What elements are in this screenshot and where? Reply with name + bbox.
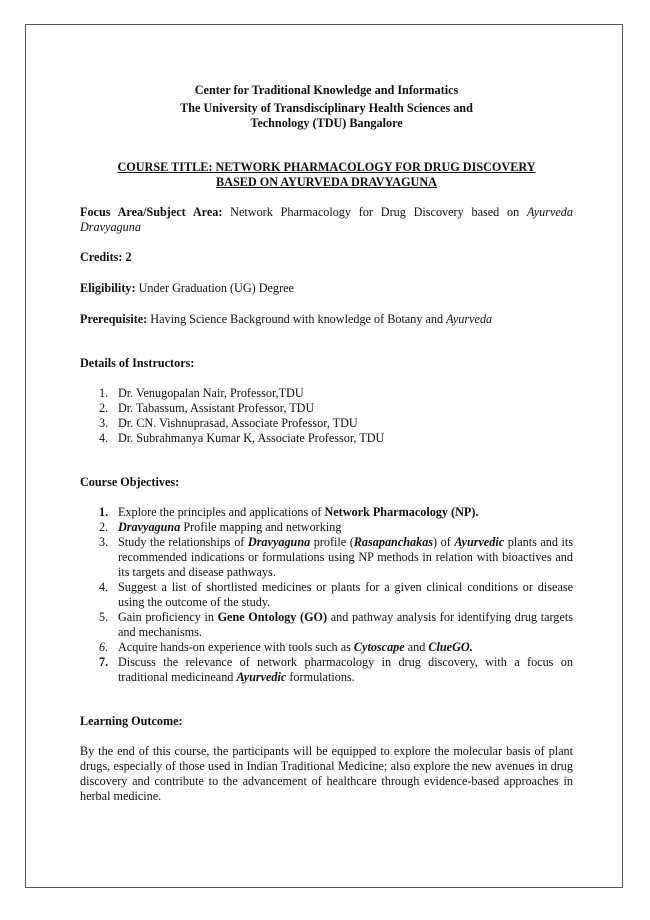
objective-item	[80, 640, 573, 655]
objective-text: Suggest a list of shortlisted medicines or plants for a given clinical conditions or disease using the outcome of the study.	[118, 580, 573, 609]
list-number: 3.	[99, 416, 109, 430]
objective-text: Profile mapping and networking	[180, 520, 342, 534]
objective-text: Gain proficiency in	[118, 610, 218, 624]
instructor-name: Dr. Venugopalan Nair, Professor,TDU	[118, 386, 304, 400]
objective-text: Acquire hands-on experience with tools such as	[118, 640, 354, 654]
prerequisite-text: Having Science Background with knowledge of Botany and	[150, 312, 444, 326]
prerequisite-italic: Ayurveda	[446, 312, 493, 326]
objective-item	[80, 580, 573, 610]
objective-item	[80, 655, 573, 685]
instructor-item	[80, 431, 573, 446]
objective-text: and	[404, 640, 429, 654]
list-number: 2.	[99, 520, 109, 534]
focus-text: Network Pharmacology for Drug Discovery based on	[230, 205, 520, 219]
list-number: 2.	[99, 401, 109, 415]
objective-emphasis: Gene Ontology (GO)	[217, 610, 328, 624]
header-line-2: The University of Transdisciplinary Health Sciences and	[180, 101, 473, 115]
objective-text: plants and its recommended indications or formulations using NP methods in relation with bioactives and its targets and disease pathways.	[118, 535, 573, 579]
list-number: 6.	[99, 640, 109, 654]
focus-italic: Ayurveda Dravyaguna	[80, 205, 573, 234]
credits	[80, 250, 573, 265]
objective-emphasis: Network Pharmacology (NP).	[324, 505, 479, 519]
instructor-name: Dr. Subrahmanya Kumar K, Associate Professor, TDU	[118, 431, 385, 445]
focus-area	[80, 205, 573, 235]
objective-text: Explore the principles and applications of	[118, 505, 325, 519]
instructor-name: Dr. Tabassum, Assistant Professor, TDU	[118, 401, 315, 415]
eligibility-label: Eligibility:	[80, 281, 136, 295]
list-number: 1.	[99, 505, 109, 519]
objective-text: ) of	[433, 535, 455, 549]
eligibility-value: Under Graduation (UG) Degree	[138, 281, 294, 295]
instructor-item	[80, 401, 573, 416]
document-body	[80, 83, 573, 804]
learning-outcome-heading: Learning Outcome:	[80, 714, 183, 728]
credits-value: 2	[125, 250, 132, 264]
learning-outcome-text: By the end of this course, the participants will be equipped to explore the molecular basis of plant drugs, especially of those used in Indian Traditional Medicine; also explore the new avenues in drug discovery and contribute to the advancement of healthcare through evidence-based approaches in herbal medicine.	[80, 744, 573, 803]
objective-text: Study the relationships of	[118, 535, 248, 549]
instructors-heading: Details of Instructors:	[80, 356, 195, 370]
objective-text: profile (	[310, 535, 354, 549]
credits-label: Credits:	[80, 250, 123, 264]
list-number: 4.	[99, 431, 109, 445]
instructor-item	[80, 386, 573, 401]
eligibility	[80, 281, 573, 296]
objective-text: Discuss the relevance of network pharmacology in drug discovery, with a focus on traditional medicineand	[118, 655, 573, 684]
prerequisite	[80, 312, 573, 327]
header-line-1: Center for Traditional Knowledge and Informatics	[194, 83, 459, 97]
objective-emphasis: Dravyaguna	[118, 520, 181, 534]
instructor-item	[80, 416, 573, 431]
course-title-line-1: COURSE TITLE: NETWORK PHARMACOLOGY FOR DRUG DISCOVERY	[117, 160, 536, 174]
objective-item	[80, 610, 573, 640]
objective-emphasis: ClueGO.	[428, 640, 473, 654]
list-number: 4.	[99, 580, 109, 594]
instructor-list	[80, 386, 573, 446]
objective-text: formulations.	[286, 670, 355, 684]
header-line-3: Technology (TDU) Bangalore	[250, 116, 403, 130]
list-number: 3.	[99, 535, 109, 549]
course-title-line-2: BASED ON AYURVEDA DRAVYAGUNA	[216, 174, 437, 189]
course-title	[80, 160, 573, 189]
list-number: 1.	[99, 386, 109, 400]
objective-emphasis: Ayurvedic	[454, 535, 505, 549]
objective-emphasis: Dravyaguna	[247, 535, 311, 549]
list-number: 5.	[99, 610, 109, 624]
objective-list	[80, 505, 573, 685]
objective-emphasis: Rasapanchakas	[353, 535, 434, 549]
objective-emphasis: Cytoscape	[353, 640, 405, 654]
objective-item	[80, 535, 573, 580]
prerequisite-label: Prerequisite:	[80, 312, 148, 326]
focus-label: Focus Area/Subject Area:	[80, 205, 223, 219]
objective-text: and pathway analysis for identifying drug targets and mechanisms.	[118, 610, 573, 639]
objectives-heading: Course Objectives:	[80, 475, 180, 489]
institution-header	[80, 83, 573, 131]
objective-emphasis: Ayurvedic	[236, 670, 287, 684]
instructor-name: Dr. CN. Vishnuprasad, Associate Professor, TDU	[118, 416, 358, 430]
objective-item	[80, 505, 573, 520]
objective-item	[80, 520, 573, 535]
list-number: 7.	[99, 655, 109, 669]
